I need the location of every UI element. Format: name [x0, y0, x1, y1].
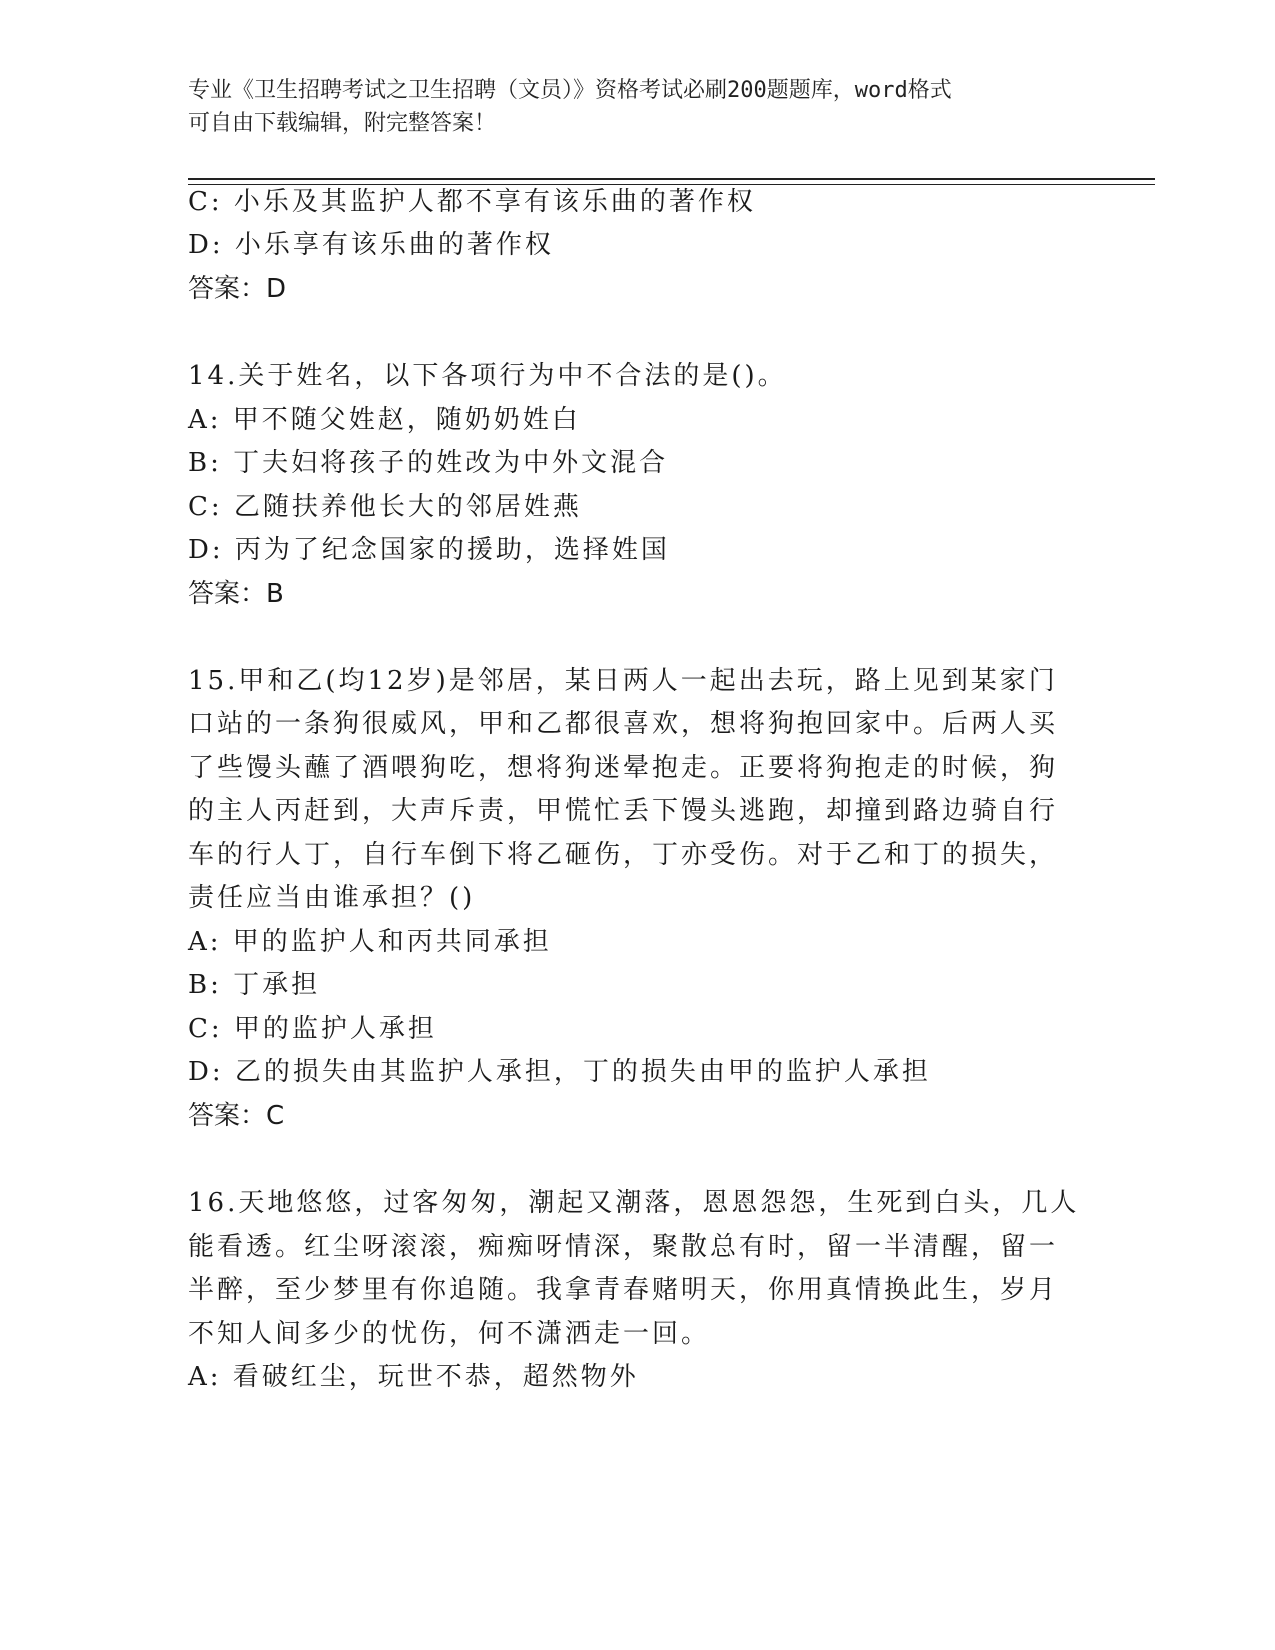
- header-line-1: 专业《卫生招聘考试之卫生招聘（文员）》资格考试必刷200题题库，word格式: [188, 78, 952, 103]
- q15-stem-line: 责任应当由谁承担？(): [188, 883, 476, 913]
- q15-stem-line: 口站的一条狗很威风，甲和乙都很喜欢，想将狗抱回家中。后两人买: [188, 709, 1059, 739]
- q15-option-d: D: 乙的损失由其监护人承担，丁的损失由甲的监护人承担: [188, 1057, 931, 1087]
- q15-stem-line: 车的行人丁，自行车倒下将乙砸伤，丁亦受伤。对于乙和丁的损失，: [188, 840, 1059, 870]
- q15-stem-line: 了些馒头蘸了酒喂狗吃，想将狗迷晕抱走。正要将狗抱走的时候，狗: [188, 753, 1059, 783]
- header-line-2: 可自由下载编辑，附完整答案！: [188, 111, 497, 136]
- q15-stem-line: 15.甲和乙(均12岁)是邻居，某日两人一起出去玩，路上见到某家门: [188, 666, 1058, 696]
- q15-option-c: C: 甲的监护人承担: [188, 1014, 437, 1044]
- q14-option-d: D: 丙为了纪念国家的援助，选择姓国: [188, 535, 670, 565]
- q14-answer: 答案：B: [188, 579, 284, 609]
- q13-option-d: D: 小乐享有该乐曲的著作权: [188, 230, 554, 260]
- q14-option-b: B: 丁夫妇将孩子的姓改为中外文混合: [188, 448, 669, 478]
- document-header: [188, 74, 1088, 140]
- q13-answer: 答案：D: [188, 274, 287, 304]
- q15-answer: 答案：C: [188, 1101, 285, 1131]
- q15-option-a: A: 甲的监护人和丙共同承担: [188, 927, 552, 957]
- q15-option-b: B: 丁承担: [188, 970, 321, 1000]
- q16-stem-line: 不知人间多少的忧伤，何不潇洒走一回。: [188, 1319, 711, 1349]
- q14-option-a: A: 甲不随父姓赵，随奶奶姓白: [188, 405, 581, 435]
- q14-option-c: C: 乙随扶养他长大的邻居姓燕: [188, 492, 582, 522]
- q13-option-c: C: 小乐及其监护人都不享有该乐曲的著作权: [188, 187, 756, 217]
- q16-stem-line: 16.天地悠悠，过客匆匆，潮起又潮落，恩恩怨怨，生死到白头，几人: [188, 1188, 1080, 1218]
- q16-stem-line: 能看透。红尘呀滚滚，痴痴呀情深，聚散总有时，留一半清醒，留一: [188, 1232, 1059, 1262]
- q15-stem-line: 的主人丙赶到，大声斥责，甲慌忙丢下馒头逃跑，却撞到路边骑自行: [188, 796, 1059, 826]
- header-rule-thick: [188, 178, 1155, 180]
- q14-stem: 14.关于姓名，以下各项行为中不合法的是()。: [188, 361, 787, 391]
- q16-option-a: A: 看破红尘，玩世不恭，超然物外: [188, 1362, 639, 1392]
- q16-stem-line: 半醉，至少梦里有你追随。我拿青春赌明天，你用真情换此生，岁月: [188, 1275, 1059, 1305]
